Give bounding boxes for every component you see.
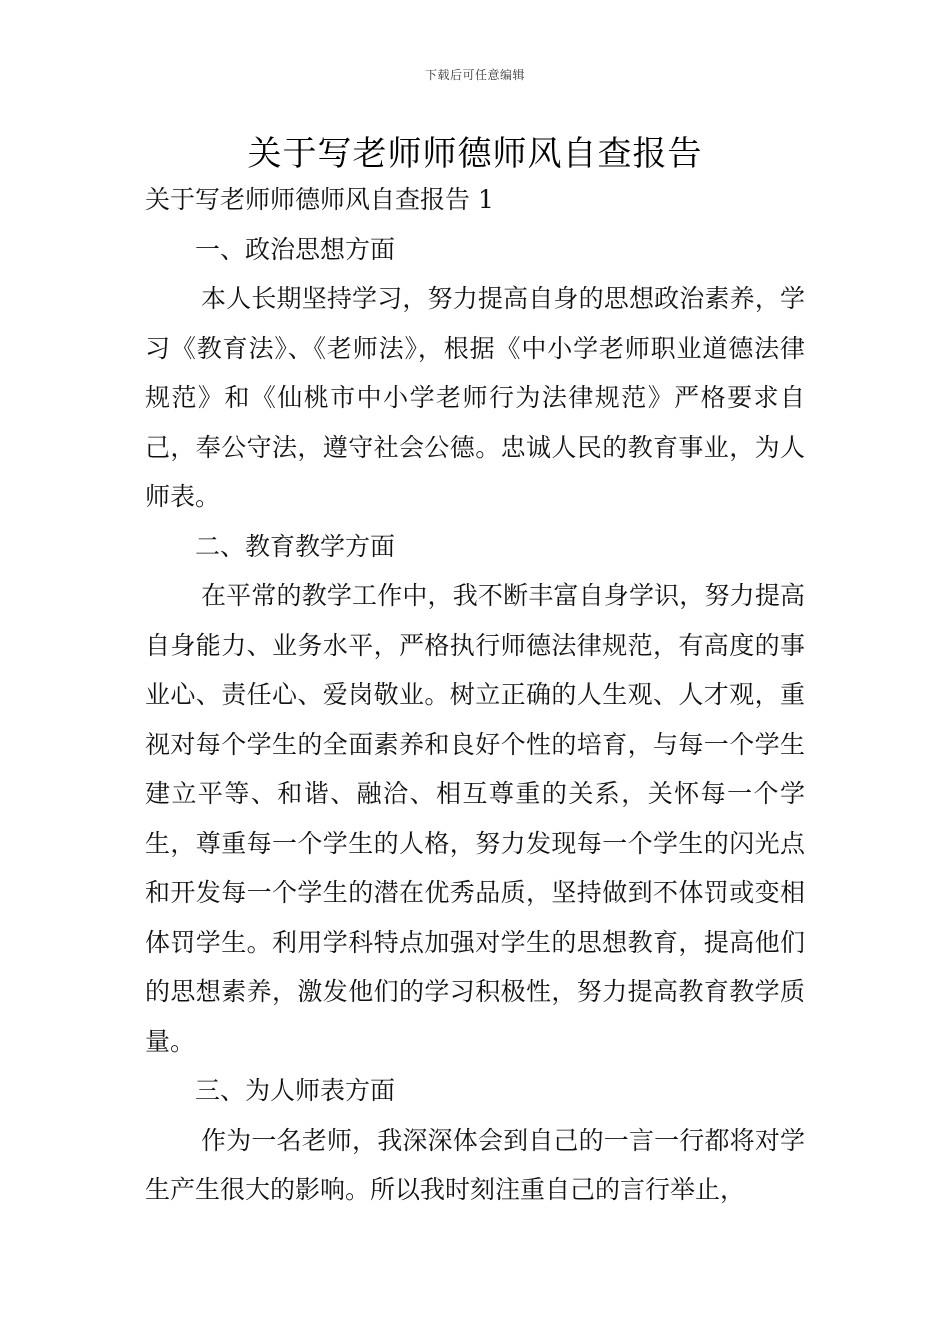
- section-paragraph-political: 本人长期坚持学习，努力提高自身的思想政治素养，学习《教育法》、《老师法》，根据《中小学老师职业道德法律规范》和《仙桃市中小学老师行为法律规范》严格要求自己，奉公守法，遵守社会公德。忠诚人民的教育事业，为人师表。: [145, 284, 805, 511]
- document-title: 关于写老师师德师风自查报告: [247, 134, 703, 174]
- section-paragraph-teaching: 在平常的教学工作中，我不断丰富自身学识，努力提高自身能力、业务水平，严格执行师德法律规范，有高度的事业心、责任心、爱岗敬业。树立正确的人生观、人才观，重视对每个学生的全面素养和良好个性的培育，与每一个学生建立平等、和谐、融洽、相互尊重的关系，关怀每一个学生，尊重每一个学生的人格，努力发现每一个学生的闪光点和开发每一个学生的潜在优秀品质，坚持做到不体罚或变相体罚学生。利用学科特点加强对学生的思想教育，提高他们的思想素养，激发他们的学习积极性，努力提高教育教学质量。: [145, 581, 805, 1056]
- section-paragraph-role-model: 作为一名老师，我深深体会到自己的一言一行都将对学生产生很大的影响。所以我时刻注重自己的言行举止，: [145, 1125, 805, 1204]
- section-heading-role-model: 三、为人师表方面: [195, 1076, 396, 1105]
- section-heading-teaching: 二、教育教学方面: [195, 531, 396, 561]
- header-note: 下载后可任意编辑: [424, 68, 525, 82]
- report-subtitle: 关于写老师师德师风自查报告 1: [145, 185, 494, 214]
- section-heading-political: 一、政治思想方面: [195, 234, 396, 264]
- document-body: [145, 175, 805, 1215]
